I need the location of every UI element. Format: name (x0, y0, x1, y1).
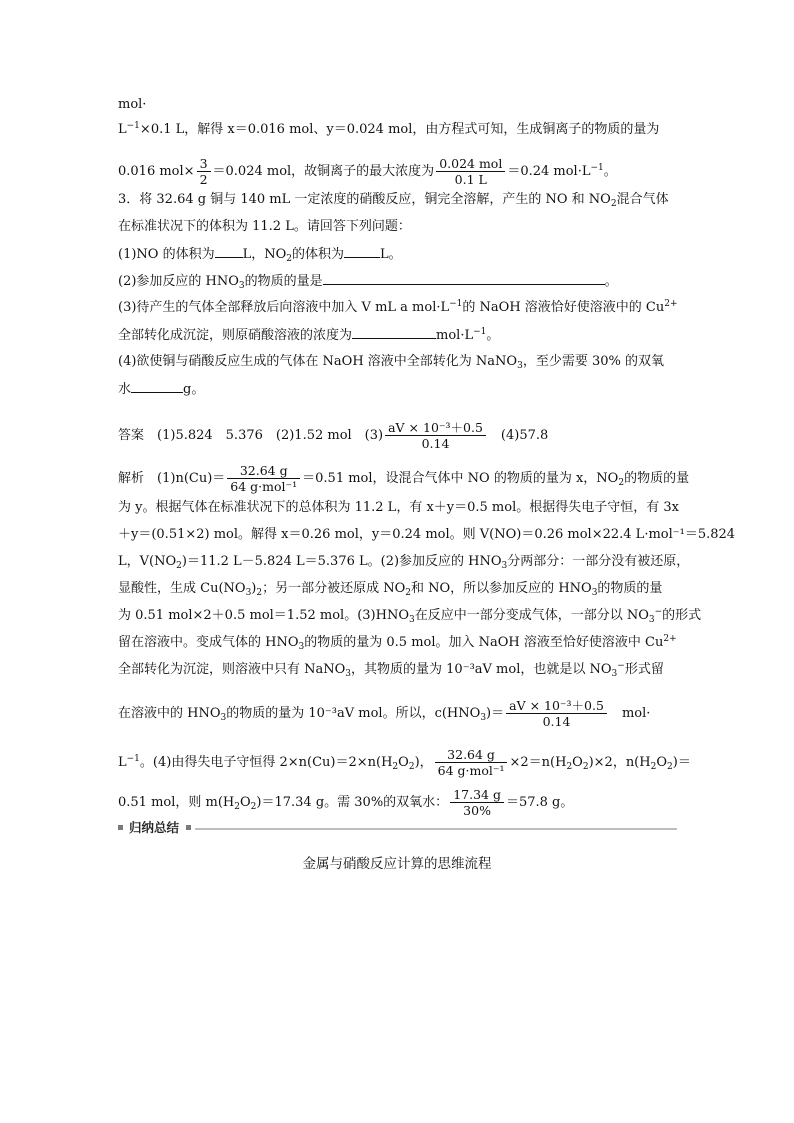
question-3-part-2: (2)参加反应的 $HNO_3$的物质的量是 。 (118, 274, 618, 291)
analysis-line-6: 为 0.51 mol×2＋0.5 mol＝1.52 mol。$(3)HNO_3$在反应中一部分变成气体，一部分以 $NO_3^-$的形式 (118, 607, 702, 625)
analysis-line-10: $L^{-1}$。(4)由得失电子守恒得 $2\times n(Cu)=2\times n(H_2O_2)$， $\frac{32.64 g}{\text{64 g·mol⁻¹}}$ $\times 2=n(H_2O_2)\times 2$，$n(H_2O_2)=$ (118, 747, 691, 778)
section-title: 金属与硝酸反应计算的思维流程 (302, 856, 492, 872)
question-3-line-1: 3．将 32.64 g 铜与 140 mL 一定浓度的硝酸反应，铜完全溶解，产生的 NO 和 $NO_2$混合气体 (118, 192, 669, 209)
summary-label: 归纳总结 (129, 820, 180, 835)
summary-section-header (118, 820, 677, 836)
analysis-line-5: 显酸性，生成 $Cu(NO_3)_2$；另一部分被还原成 $NO_2$和 NO，所以参加反应的 $HNO_3$的物质的量 (118, 581, 663, 598)
question-3-part-1: (1)NO 的体积为 L，$NO_2$的体积为 L。 (118, 247, 402, 264)
question-3-line-2: 在标准状况下的体积为 11.2 L。请回答下列问题： (118, 219, 411, 234)
fraction: $\frac{\text{0.024 mol}}{0.1 L}$ (436, 156, 505, 187)
analysis-label: 解析 (118, 471, 145, 486)
fraction: $\frac{17.34 g}{30\%}$ (450, 787, 504, 818)
analysis-line-11: 0.51 mol，则 $m(H_2O_2)=17.34$ g。需 30%的双氧水： $\frac{17.34 g}{30\%}$ ＝57.8 g。 (118, 787, 574, 818)
question-3-part-4-line-1: (4)欲使铜与硝酸反应生成的气体在 NaOH 溶液中全部转化为 NaNO$_3$，至少需要 30% 的双氧 (118, 354, 664, 371)
fraction: $\frac{32.64 g}{\text{64 g·mol⁻¹}}$ (227, 463, 300, 494)
sol2-line-3: 0.016 mol× $\frac{3}{2}$ ＝0.024 mol，故铜离子的最大浓度为 $\frac{\text{0.024 mol}}{0.1 L}$ ＝0.24 $mol\cdot L^{-1}$。 (118, 156, 617, 187)
answer-blank[interactable] (131, 380, 183, 393)
answer-label: 答案 (118, 428, 145, 443)
analysis-line-4: L，$V(NO_2)=11.2$ L－5.824 L＝5.376 L。(2)参加反应的 $HNO_3$分两部分：一部分没有被还原， (118, 554, 690, 571)
analysis-line-7: 留在溶液中。变成气体的 $HNO_3$的物质的量为 0.5 mol。加入 NaOH 溶液至恰好使溶液中 $Cu^{2+}$ (118, 634, 677, 652)
analysis-line-2: 为 y。根据气体在标准状况下的总体积为 11.2 L，有 x＋y＝0.5 mol。根据得失电子守恒，有 3x (118, 500, 679, 515)
square-bullet-icon (118, 825, 123, 830)
analysis-line-3: ＋y＝(0.51×2) mol。解得 x＝0.26 mol，y＝0.24 mol。则 V(NO)＝0.26 mol×22.4 L·mol⁻¹＝5.824 (118, 527, 736, 542)
analysis-line-9: 在溶液中的 $HNO_3$的物质的量为 10⁻³aV mol。所以，$c(HNO_3)=$ $\frac{\text{aV × 10⁻³＋0.5}}{0.14}$ mol· (118, 698, 651, 729)
divider (195, 828, 677, 830)
analysis-line-1: 解析 (1)n(Cu)＝ $\frac{32.64 g}{\text{64 g·mol⁻¹}}$ ＝0.51 mol，设混合气体中 NO 的物质的量为 x，$NO_2$的物质的量 (118, 463, 690, 494)
fraction: $\frac{32.64 g}{\text{64 g·mol⁻¹}}$ (435, 747, 508, 778)
answer-blank[interactable] (215, 245, 243, 258)
answer-blank[interactable] (352, 326, 436, 339)
fraction: $\frac{\text{aV × 10⁻³＋0.5}}{0.14}$ (385, 420, 486, 451)
fraction: $\frac{3}{2}$ (197, 156, 211, 187)
square-bullet-icon (186, 825, 191, 830)
answer-blank[interactable] (323, 272, 605, 285)
answer-line: 答案 (1)5.824 5.376 (2)1.52 mol (3) $\frac{\text{aV × 10⁻³＋0.5}}{0.14}$ (4)57.8 (118, 420, 549, 451)
analysis-line-8: 全部转化为沉淀，则溶液中只有 NaNO$_3$，其物质的量为 10⁻³aV mol，也就是以 $NO_3^-$形式留 (118, 661, 664, 679)
fraction: $\frac{\text{aV × 10⁻³＋0.5}}{0.14}$ (506, 698, 607, 729)
question-3-part-3-line-2: 全部转化成沉淀，则原硝酸溶液的浓度为 $mol\cdot L^{-1}$。 (118, 327, 500, 343)
question-3-part-3-line-1: (3)待产生的气体全部释放后向溶液中加入 V mL a $mol\cdot L^{-1}$的 NaOH 溶液恰好使溶液中的 $Cu^{2+}$ (118, 299, 678, 315)
sol2-line-2: $L^{-1}\times 0.1$ L，解得 x＝0.016 mol、y＝0.024 mol，由方程式可知，生成铜离子的物质的量为 (118, 121, 660, 137)
answer-blank[interactable] (344, 245, 380, 258)
question-3-part-4-line-2: 水 g。 (118, 382, 205, 397)
sol2-line-1: mol· (118, 97, 147, 112)
